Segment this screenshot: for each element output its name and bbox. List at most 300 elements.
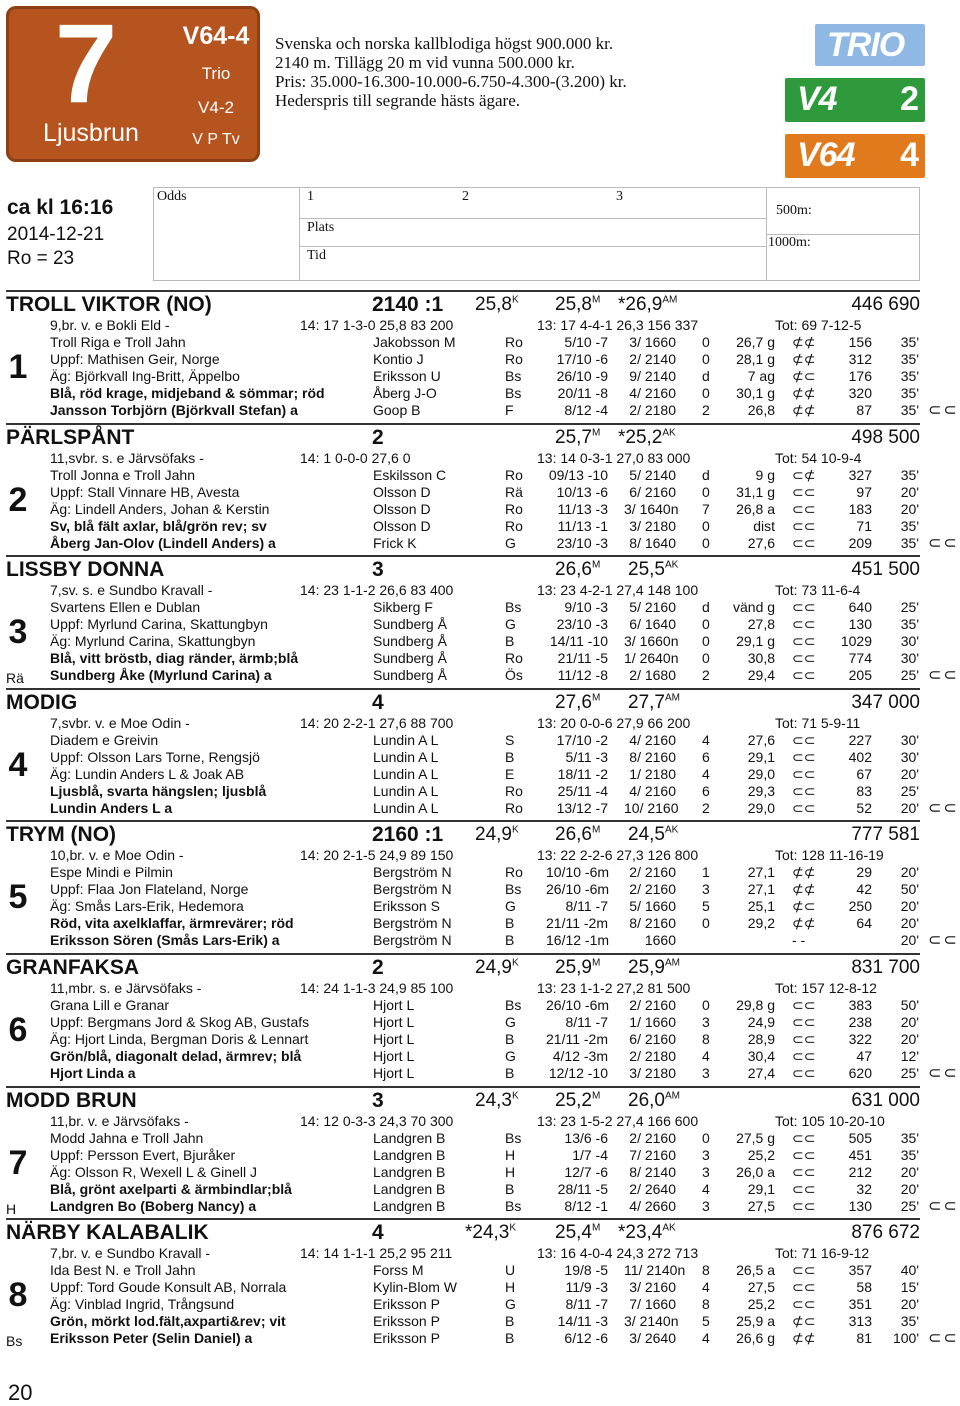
start-time: 31,1 g bbox=[736, 483, 775, 500]
start-time: 26,8 a bbox=[736, 500, 775, 517]
race-date: 2014-12-21 bbox=[7, 224, 105, 245]
start-track: F bbox=[505, 402, 514, 418]
horse-detail: Grana Lill e Granar bbox=[50, 997, 170, 1013]
start-post: 4 bbox=[702, 1180, 710, 1197]
horse-block bbox=[0, 1086, 960, 1219]
start-place-distance: 2/ 1680 bbox=[629, 667, 676, 684]
start-date: 8/12 -4 bbox=[564, 402, 608, 418]
start-place-distance: 7/ 1660 bbox=[629, 1296, 676, 1313]
start-driver: Hjort L bbox=[373, 1031, 415, 1047]
start-date: 8/11 -7 bbox=[565, 898, 608, 915]
stats-total: Tot: 105 10-20-10 bbox=[775, 1112, 885, 1129]
start-place-distance: 8/ 2160 bbox=[629, 915, 676, 932]
start-time: 29,3 bbox=[747, 782, 775, 799]
start-driver: Landgren B bbox=[373, 1180, 446, 1197]
start-post: 0 bbox=[702, 915, 710, 932]
start-post: 0 bbox=[702, 351, 710, 367]
start-place-distance: 6/ 2160 bbox=[629, 1031, 676, 1047]
horse-detail: Äg: Myrlund Carina, Skattungbyn bbox=[50, 633, 256, 650]
shoe-symbols: ⊂⊂ bbox=[792, 1197, 816, 1214]
start-odds: 327 bbox=[848, 466, 872, 483]
start-driver: Sundberg Å bbox=[373, 616, 447, 633]
start-post: 2 bbox=[702, 799, 710, 816]
start-track: Ro bbox=[505, 334, 523, 350]
start-place-distance: 2/ 2160 bbox=[629, 1129, 676, 1146]
horse-name: MODD BRUN bbox=[6, 1088, 137, 1112]
start-track: G bbox=[505, 1296, 516, 1313]
horse-detail: Grön, mörkt lod.fält,axparti&rev; vit bbox=[50, 1313, 286, 1330]
horse-detail: Hjort Linda a bbox=[50, 1065, 136, 1081]
record-value: 24,9 bbox=[475, 824, 512, 846]
start-row bbox=[0, 1262, 960, 1279]
record-time bbox=[628, 824, 678, 846]
horse-divider bbox=[6, 1086, 920, 1088]
start-time: dist bbox=[753, 517, 775, 534]
start-track: U bbox=[505, 1262, 516, 1279]
start-prize: 35' bbox=[900, 334, 919, 350]
start-date: 20/11 -8 bbox=[557, 385, 608, 401]
start-place-distance: 5/ 2140 bbox=[629, 466, 676, 483]
record-type: AK bbox=[662, 427, 676, 439]
shoe-symbols: ⊂⊄ bbox=[792, 466, 816, 483]
stats-total: Tot: 71 5-9-11 bbox=[775, 714, 861, 731]
start-time: 29,0 bbox=[747, 799, 775, 816]
start-post: 6 bbox=[702, 782, 710, 799]
start-date: 11/13 -1 bbox=[557, 517, 608, 534]
start-prize: 20' bbox=[900, 1014, 919, 1030]
record-value: 25,9 bbox=[555, 957, 592, 978]
start-post: 4 bbox=[702, 1048, 710, 1064]
start-odds: 640 bbox=[848, 599, 872, 616]
record-type: K bbox=[511, 957, 519, 969]
horse-info: 11,br. v. e Järvsöfaks - bbox=[50, 1112, 189, 1129]
shoe-symbols: ⊂⊂ bbox=[792, 799, 816, 816]
start-time: 25,9 a bbox=[736, 1313, 775, 1330]
record-time bbox=[555, 294, 600, 316]
start-driver: Olsson D bbox=[373, 500, 431, 517]
start-track: B bbox=[505, 915, 515, 932]
record-time bbox=[465, 1222, 516, 1244]
start-place-distance: 1660 bbox=[644, 932, 676, 949]
start-odds: 130 bbox=[848, 616, 872, 633]
start-prize: 35' bbox=[900, 385, 919, 401]
start-track: Ro bbox=[505, 351, 523, 367]
start-track: Bs bbox=[505, 1197, 522, 1214]
start-driver: Lundin A L bbox=[373, 748, 439, 765]
start-post: 2 bbox=[702, 402, 710, 418]
start-date: 17/10 -6 bbox=[556, 351, 608, 367]
start-date: 26/10 -6m bbox=[546, 881, 610, 898]
start-post: 3 bbox=[702, 1065, 710, 1081]
horse-divider bbox=[6, 688, 920, 690]
start-driver: Jakobsson M bbox=[373, 334, 456, 350]
start-odds: 205 bbox=[848, 667, 872, 684]
start-time: 29,8 g bbox=[736, 997, 775, 1013]
stats-total: Tot: 157 12-8-12 bbox=[775, 980, 877, 996]
start-place-distance: 4/ 2660 bbox=[629, 1197, 676, 1214]
start-post: 4 bbox=[702, 731, 710, 748]
record-time bbox=[555, 824, 600, 846]
start-date: 21/11 -2m bbox=[546, 1031, 608, 1047]
start-prize: 15' bbox=[900, 1279, 919, 1296]
shoe-symbols: ⊂⊂ bbox=[792, 1048, 816, 1064]
stats-total: Tot: 69 7-12-5 bbox=[775, 317, 862, 333]
start-place-distance: 4/ 2160 bbox=[629, 782, 676, 799]
start-date: 8/11 -7 bbox=[565, 1014, 608, 1030]
start-date: 9/10 -3 bbox=[564, 599, 608, 616]
start-track: Bs bbox=[6, 1333, 23, 1350]
horse-detail: Espe Mindi e Pilmin bbox=[50, 864, 173, 881]
stats-2013: 13: 17 4-4-1 26,3 156 337 bbox=[537, 317, 699, 333]
shoe-symbols: ⊂⊂ bbox=[792, 1146, 816, 1163]
start-place-distance: 3/ 2180 bbox=[629, 517, 676, 534]
stats-2014: 14: 23 1-1-2 26,6 83 400 bbox=[300, 582, 454, 599]
start-track: Ro bbox=[505, 864, 523, 881]
start-time: 25,2 bbox=[747, 1146, 775, 1163]
condition-line: Svenska och norska kallblodiga högst 900.000 kr. bbox=[275, 34, 614, 53]
start-driver: Eriksson P bbox=[373, 1313, 440, 1330]
start-odds: 209 bbox=[848, 534, 872, 551]
start-place-distance: 8/ 2140 bbox=[629, 1163, 676, 1180]
shoe-symbols: ⊂⊂ bbox=[792, 1296, 816, 1313]
start-driver: Sundberg Å bbox=[373, 633, 447, 650]
v4-logo: V4 2 bbox=[785, 78, 925, 122]
shoe-symbols: ⊄⊄ bbox=[792, 385, 816, 401]
horse-detail: Troll Jonna e Troll Jahn bbox=[50, 466, 195, 483]
horse-detail: Röd, vita axelklaffar, ärmrevärer; röd bbox=[50, 915, 294, 932]
stats-total: Tot: 71 16-9-12 bbox=[775, 1245, 870, 1262]
start-prize: 20' bbox=[900, 483, 919, 500]
shoe-symbols: ⊂⊂ bbox=[792, 1065, 816, 1081]
start-track: Bs bbox=[505, 599, 522, 616]
start-odds: 383 bbox=[848, 997, 872, 1013]
record-time bbox=[475, 1090, 519, 1112]
stats-2013: 13: 23 1-5-2 27,4 166 600 bbox=[537, 1112, 699, 1129]
record-value: 25,8 bbox=[555, 294, 592, 315]
start-time: 29,1 bbox=[747, 748, 775, 765]
start-row bbox=[0, 633, 960, 650]
horse-detail: Ljusblå, svarta hängslen; ljusblå bbox=[50, 782, 267, 799]
start-place-distance: 6/ 2160 bbox=[629, 483, 676, 500]
start-track: Rä bbox=[6, 670, 24, 687]
record-value: *26,9 bbox=[618, 294, 663, 315]
start-date: 12/12 -10 bbox=[548, 1065, 608, 1081]
condition-line: 2140 m. Tillägg 20 m vid vunna 500.000 kr. bbox=[275, 53, 575, 72]
record-value: 24,3 bbox=[475, 1089, 512, 1111]
start-prize: 25' bbox=[900, 1065, 919, 1081]
start-post: 3 bbox=[702, 881, 710, 898]
start-row bbox=[0, 1313, 960, 1330]
condition-line: Hederspris till segrande hästs ägare. bbox=[275, 91, 520, 110]
start-place-distance: 4/ 2160 bbox=[629, 385, 676, 401]
horse-detail: Modd Jahna e Troll Jahn bbox=[50, 1129, 204, 1146]
start-track: Ro bbox=[505, 799, 523, 816]
start-date: 23/10 -3 bbox=[556, 616, 608, 633]
track-name: Ljusbrun bbox=[43, 119, 139, 147]
shoe-symbols: ⊂⊂ bbox=[792, 483, 816, 500]
start-prize: 25' bbox=[900, 1197, 919, 1214]
shoe-symbols: ⊂⊂ bbox=[792, 517, 816, 534]
start-prize: 25' bbox=[900, 782, 919, 799]
shoe-symbols: - - bbox=[792, 932, 806, 949]
horse-number: 2 bbox=[8, 480, 28, 519]
start-prize: 35' bbox=[900, 1129, 919, 1146]
start-date: 4/12 -3m bbox=[552, 1048, 608, 1064]
start-driver: Eriksson U bbox=[373, 368, 441, 384]
stats-total: Tot: 54 10-9-4 bbox=[775, 449, 862, 466]
start-post: 4 bbox=[702, 1279, 710, 1296]
stats-2014: 14: 14 1-1-1 25,2 95 211 bbox=[300, 1245, 453, 1262]
start-date: 8/11 -7 bbox=[565, 1296, 608, 1313]
record-value: 25,9 bbox=[628, 957, 665, 978]
start-post: 4 bbox=[702, 1330, 710, 1347]
start-time: 27,1 bbox=[747, 864, 775, 881]
horse-detail: Äg: Hjort Linda, Bergman Doris & Lennart bbox=[50, 1031, 309, 1047]
start-place-distance: 3/ 2640 bbox=[629, 1330, 676, 1347]
record-time bbox=[618, 1222, 676, 1244]
start-date: 1/7 -4 bbox=[572, 1146, 608, 1163]
record-time bbox=[628, 1090, 680, 1112]
record-type: AK bbox=[664, 559, 679, 571]
record-value: 26,6 bbox=[555, 559, 592, 581]
horse-name: PÄRLSPÅNT bbox=[6, 425, 135, 449]
start-place-distance: 5/ 1660 bbox=[629, 898, 676, 915]
start-track: Ro bbox=[505, 650, 523, 667]
earnings: 451 500 bbox=[851, 559, 920, 581]
start-driver: Lundin A L bbox=[373, 799, 439, 816]
start-track: H bbox=[505, 1163, 516, 1180]
stats-2014: 14: 1 0-0-0 27,6 0 bbox=[300, 449, 411, 466]
game-trio: Trio bbox=[201, 64, 231, 83]
horse-detail: Svartens Ellen e Dublan bbox=[50, 599, 201, 616]
record-type: AM bbox=[662, 294, 678, 306]
game-v4: V4-2 bbox=[198, 98, 234, 117]
start-place-distance: 6/ 1640 bbox=[629, 616, 676, 633]
stats-2014: 14: 20 2-1-5 24,9 89 150 bbox=[300, 847, 454, 864]
start-row bbox=[0, 1147, 960, 1164]
start-odds: 83 bbox=[856, 782, 872, 799]
stats-2014: 14: 24 1-1-3 24,9 85 100 bbox=[300, 980, 454, 996]
start-place-distance: 5/ 2160 bbox=[629, 599, 676, 616]
start-track: Rä bbox=[505, 483, 523, 500]
odds-label: Odds bbox=[157, 189, 187, 204]
record-value: 26,6 bbox=[555, 824, 592, 846]
horse-detail: Blå, grönt axelparti & ärmbindlar;blå bbox=[50, 1180, 292, 1197]
shoe-symbols: ⊂⊂ bbox=[792, 599, 816, 616]
start-driver: Landgren B bbox=[373, 1197, 446, 1214]
start-time: 29,4 bbox=[747, 667, 775, 684]
stats-2014: 14: 12 0-3-3 24,3 70 300 bbox=[300, 1112, 454, 1129]
plats-label: Plats bbox=[307, 220, 335, 235]
shoe-symbols: ⊂⊂ bbox=[792, 1279, 816, 1296]
start-driver: Sikberg F bbox=[373, 599, 433, 616]
start-prize: 20' bbox=[900, 898, 919, 915]
start-post: 3 bbox=[702, 1014, 710, 1030]
start-track: Ro bbox=[505, 500, 523, 517]
start-driver: Goop B bbox=[373, 402, 421, 418]
start-date: 11/13 -3 bbox=[557, 500, 608, 517]
start-track: G bbox=[505, 1014, 516, 1030]
trailing-symbol: ⊂⊂ bbox=[928, 1065, 959, 1082]
start-time: 26,8 bbox=[747, 402, 775, 418]
game-types bbox=[172, 6, 260, 162]
horse-detail: Uppf: Myrlund Carina, Skattungbyn bbox=[50, 616, 268, 633]
start-prize: 25' bbox=[900, 599, 919, 616]
stats-2013: 13: 23 1-1-2 27,2 81 500 bbox=[537, 980, 691, 996]
start-odds: 227 bbox=[848, 731, 872, 748]
stats-total: Tot: 128 11-16-19 bbox=[775, 847, 884, 864]
start-row bbox=[0, 932, 960, 949]
horse-block bbox=[0, 1218, 960, 1351]
record-value: 24,5 bbox=[628, 824, 665, 846]
record-type: M bbox=[591, 825, 601, 837]
start-odds: 320 bbox=[848, 385, 872, 401]
start-driver: Olsson D bbox=[373, 517, 431, 534]
start-post: 3 bbox=[702, 1163, 710, 1180]
horse-detail: Uppf: Bergmans Jord & Skog AB, Gustafs bbox=[50, 1014, 310, 1030]
start-post: 5 bbox=[702, 1313, 710, 1330]
start-odds: 505 bbox=[848, 1129, 872, 1146]
start-odds: 402 bbox=[848, 748, 872, 765]
start-odds: 156 bbox=[848, 334, 872, 350]
start-track: G bbox=[505, 616, 516, 633]
start-row bbox=[0, 1296, 960, 1313]
start-prize: 30' bbox=[900, 633, 919, 650]
horse-detail: Grön/blå, diagonalt delad, ärmrev; blå bbox=[50, 1048, 302, 1064]
start-driver: Landgren B bbox=[373, 1146, 446, 1163]
shoe-symbols: ⊄⊂ bbox=[792, 898, 816, 915]
start-odds: 42 bbox=[856, 881, 872, 898]
odds-col-1: 1 bbox=[307, 189, 314, 204]
start-track: E bbox=[505, 765, 515, 782]
start-post: 5 bbox=[702, 898, 710, 915]
start-time: 29,0 bbox=[747, 765, 775, 782]
shoe-symbols: ⊄⊄ bbox=[792, 881, 816, 898]
record-type: K bbox=[511, 294, 519, 306]
start-row bbox=[0, 1014, 960, 1031]
trailing-symbol: ⊂⊂ bbox=[928, 1197, 959, 1215]
start-date: 5/10 -7 bbox=[564, 334, 608, 350]
odds-col-2: 2 bbox=[462, 189, 469, 204]
start-odds: 64 bbox=[856, 915, 872, 932]
shoe-symbols: ⊂⊂ bbox=[792, 633, 816, 650]
shoe-symbols: ⊄⊄ bbox=[792, 351, 816, 367]
start-driver: Hjort L bbox=[373, 1048, 415, 1064]
start-driver: Sundberg Å bbox=[373, 667, 447, 684]
start-driver: Lundin A L bbox=[373, 731, 439, 748]
record-time bbox=[628, 559, 678, 581]
horse-info: 7,br. v. e Sundbo Kravall - bbox=[50, 1245, 211, 1262]
horse-name: GRANFAKSA bbox=[6, 956, 140, 979]
record-time bbox=[475, 824, 519, 846]
shoe-symbols: ⊄⊄ bbox=[792, 402, 816, 418]
start-post: 1 bbox=[702, 864, 710, 881]
start-place-distance: 2/ 2160 bbox=[629, 864, 676, 881]
record-value: *23,4 bbox=[618, 1222, 663, 1244]
start-prize: 20' bbox=[900, 1163, 919, 1180]
start-row bbox=[0, 501, 960, 518]
start-time: 27,5 bbox=[747, 1197, 775, 1214]
start-odds: 620 bbox=[848, 1065, 872, 1081]
start-row bbox=[0, 864, 960, 881]
record-time bbox=[618, 294, 677, 316]
start-date: 13/6 -6 bbox=[564, 1129, 608, 1146]
start-place-distance: 3/ 2160 bbox=[629, 1279, 676, 1296]
start-prize: 30' bbox=[900, 731, 919, 748]
horse-detail: Sundberg Åke (Myrlund Carina) a bbox=[50, 667, 272, 684]
start-odds: 87 bbox=[856, 402, 872, 418]
start-date: 17/10 -2 bbox=[556, 731, 608, 748]
start-row bbox=[0, 1130, 960, 1147]
tid-label: Tid bbox=[307, 248, 326, 263]
record-type: M bbox=[591, 294, 601, 306]
start-post: 3 bbox=[702, 1146, 710, 1163]
start-row bbox=[0, 667, 960, 687]
page-number: 20 bbox=[8, 1380, 33, 1405]
start-date: 16/12 -1m bbox=[546, 932, 610, 949]
start-driver: Hjort L bbox=[373, 1014, 415, 1030]
horse-number: 6 bbox=[8, 1011, 28, 1049]
start-row bbox=[0, 1164, 960, 1181]
start-date: 13/12 -7 bbox=[556, 799, 608, 816]
start-post: 4 bbox=[702, 765, 710, 782]
post-position: 2140 :1 bbox=[372, 293, 444, 316]
start-track: Bs bbox=[505, 368, 522, 384]
start-prize: 30' bbox=[900, 650, 919, 667]
start-time: 26,5 a bbox=[736, 1262, 775, 1279]
record-type: M bbox=[591, 1222, 601, 1234]
start-track: G bbox=[505, 1048, 516, 1064]
start-time: 26,6 g bbox=[736, 1330, 775, 1347]
post-position: 4 bbox=[372, 690, 384, 714]
horse-name: LISSBY DONNA bbox=[6, 558, 165, 582]
horse-number: 1 bbox=[8, 348, 28, 386]
horse-info: 9,br. v. e Bokli Eld - bbox=[50, 317, 170, 333]
shoe-symbols: ⊂⊂ bbox=[792, 616, 816, 633]
start-prize: 20' bbox=[900, 1180, 919, 1197]
start-post: 0 bbox=[702, 334, 710, 350]
trailing-symbol: ⊂⊂ bbox=[928, 799, 959, 817]
bet-types: V P Tv bbox=[192, 131, 240, 148]
start-driver: Hjort L bbox=[373, 1065, 415, 1081]
start-prize: 35' bbox=[900, 517, 919, 534]
horse-divider bbox=[6, 290, 920, 292]
record-value: 25,4 bbox=[555, 1222, 592, 1244]
start-time: 30,4 bbox=[747, 1048, 775, 1064]
start-row bbox=[0, 997, 960, 1014]
start-track: B bbox=[505, 1180, 515, 1197]
shoe-symbols: ⊂⊂ bbox=[792, 534, 816, 551]
start-track: Ös bbox=[505, 667, 523, 684]
start-info bbox=[7, 196, 147, 272]
start-odds: 71 bbox=[856, 517, 872, 534]
trailing-symbol: ⊂⊂ bbox=[928, 534, 959, 552]
start-prize: 20' bbox=[900, 1031, 919, 1047]
start-post: 8 bbox=[702, 1031, 710, 1047]
start-post: 0 bbox=[702, 483, 710, 500]
horse-detail: Troll Riga e Troll Jahn bbox=[50, 334, 186, 350]
start-place-distance: 3/ 1640n bbox=[624, 500, 679, 517]
shoe-symbols: ⊂⊂ bbox=[792, 1180, 816, 1197]
start-row bbox=[0, 1279, 960, 1296]
start-post: 3 bbox=[702, 1197, 710, 1214]
horse-detail: Åberg Jan-Olov (Lindell Anders) a bbox=[50, 534, 276, 551]
start-time: 30,1 g bbox=[736, 385, 775, 401]
game-v64: V64-4 bbox=[182, 22, 250, 50]
start-odds: 322 bbox=[848, 1031, 872, 1047]
start-track: B bbox=[505, 748, 515, 765]
shoe-symbols: ⊄⊄ bbox=[792, 334, 816, 350]
